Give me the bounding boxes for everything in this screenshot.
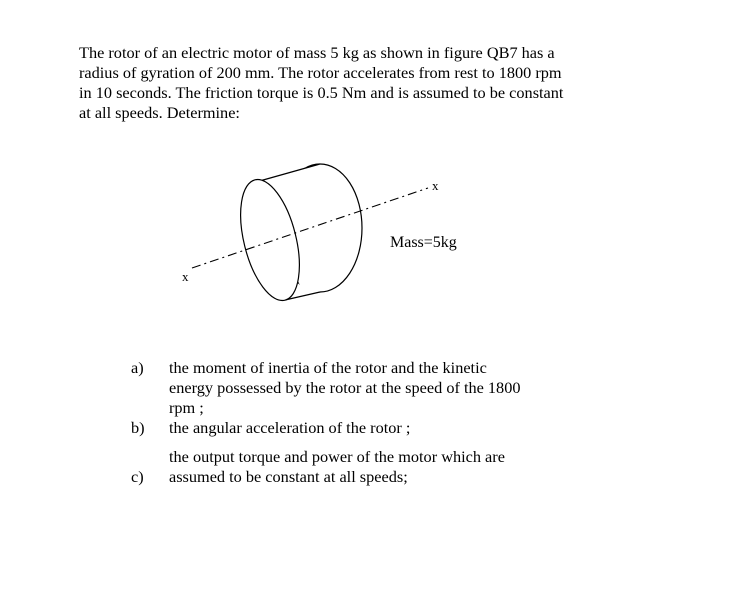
problem-statement-line: at all speeds. Determine: xyxy=(79,103,240,122)
part-c-line: assumed to be constant at all speeds; xyxy=(169,467,408,486)
part-b-line: the angular acceleration of the rotor ; xyxy=(169,418,411,437)
part-c-line: the output torque and power of the motor which are xyxy=(169,447,505,466)
part-a-text xyxy=(169,358,589,418)
axis-label-right: x xyxy=(432,178,439,193)
part-b-text xyxy=(169,418,589,438)
part-c-text xyxy=(169,447,589,487)
part-a-label: a) xyxy=(131,358,144,377)
problem-statement-line: radius of gyration of 200 mm. The rotor accelerates from rest to 1800 rpm xyxy=(79,63,562,82)
axis-label-left: x xyxy=(182,269,189,284)
mass-label: Mass=5kg xyxy=(390,234,457,251)
part-b-label: b) xyxy=(131,418,145,437)
part-a-line: rpm ; xyxy=(169,398,204,417)
part-c-label: c) xyxy=(131,467,144,486)
part-a-line: energy possessed by the rotor at the speed of the 1800 xyxy=(169,378,521,397)
part-a-line: the moment of inertia of the rotor and the kinetic xyxy=(169,358,487,377)
problem-statement-line: in 10 seconds. The friction torque is 0.5 Nm and is assumed to be constant xyxy=(79,83,564,102)
problem-statement-line: The rotor of an electric motor of mass 5 kg as shown in figure QB7 has a xyxy=(79,43,555,62)
